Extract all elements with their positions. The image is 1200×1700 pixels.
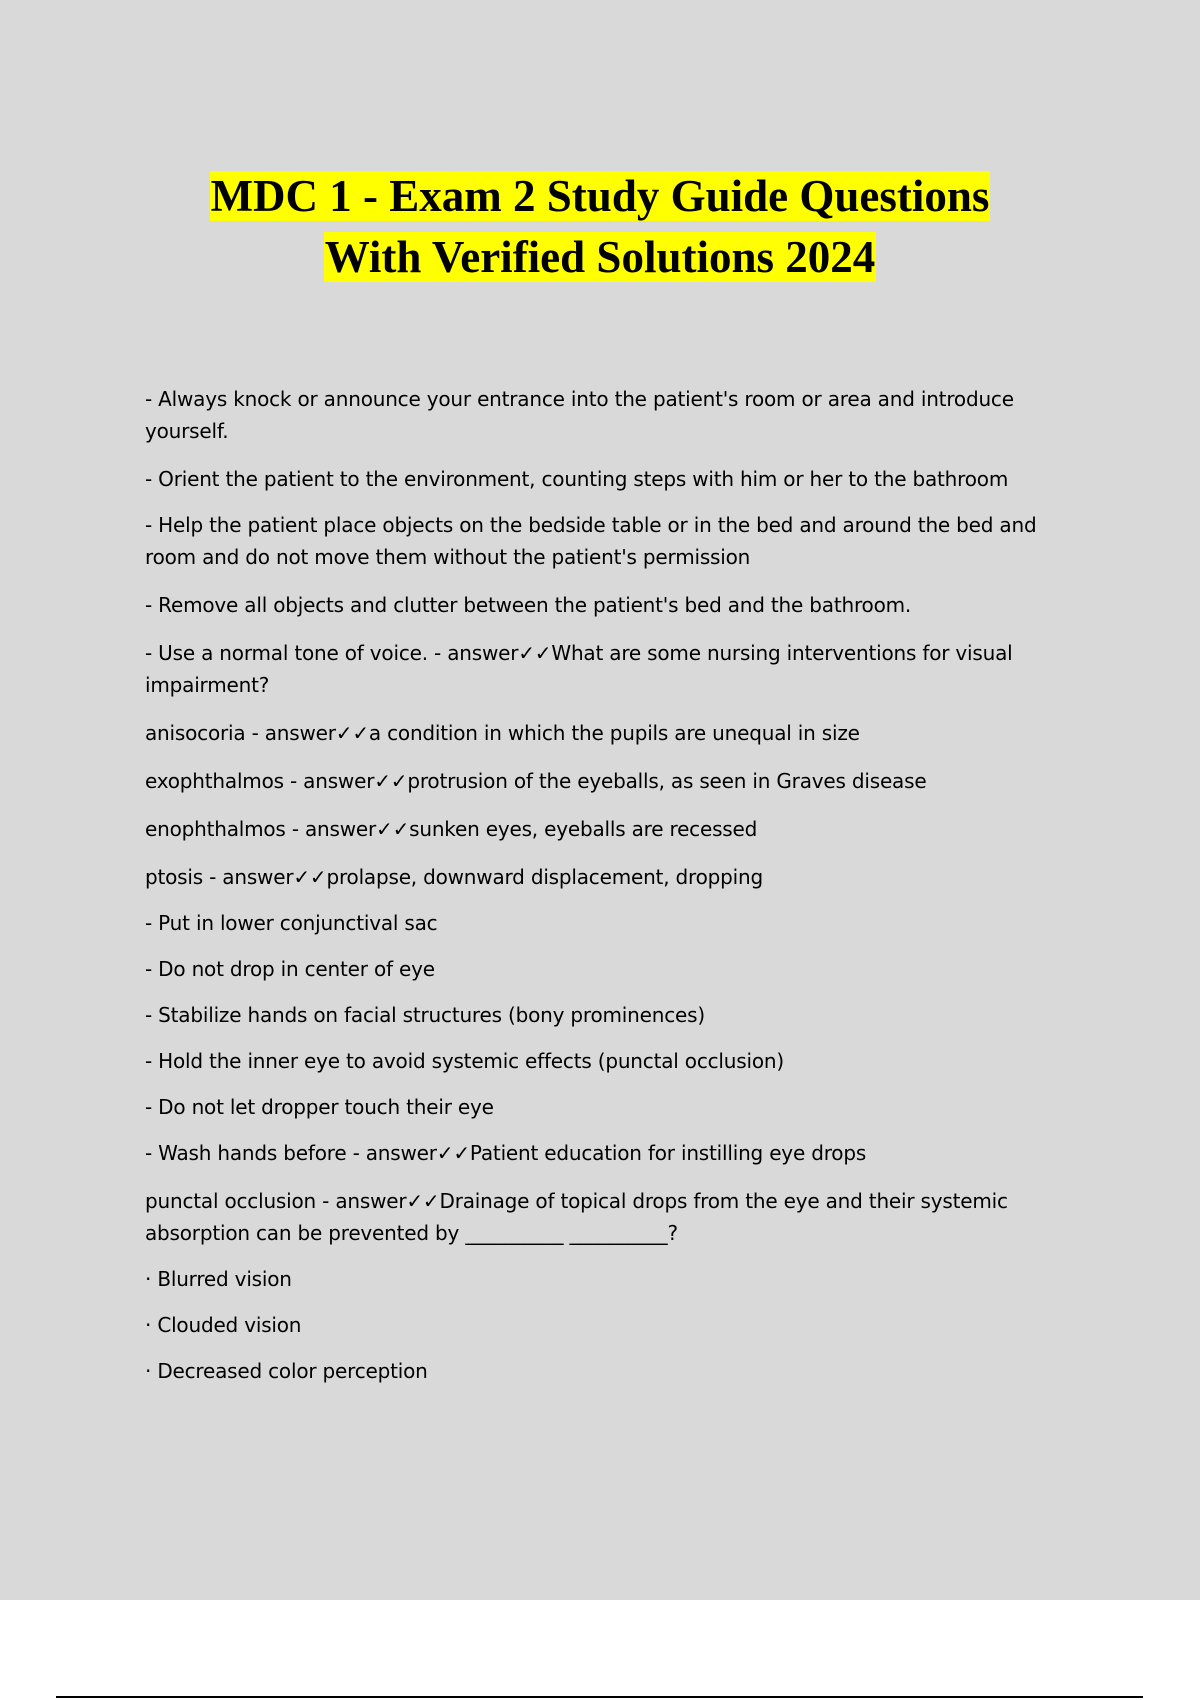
title-line-2 [0,227,1200,288]
list-item: - Hold the inner eye to avoid systemic effects (punctal occlusion) [145,1049,784,1073]
title-highlight-1: MDC 1 - Exam 2 Study Guide Questions [210,171,990,221]
list-item: - Always knock or announce your entrance into the patient's room or area and introduce yourself. [145,387,1014,443]
footer-divider [56,1696,1143,1698]
study-guide-body [145,383,1045,1401]
list-item: - Do not let dropper touch their eye [145,1095,494,1119]
list-item: - Orient the patient to the environment, counting steps with him or her to the bathroom [145,467,1009,491]
list-item: ptosis - answer✓✓prolapse, downward displacement, dropping [145,865,763,889]
title-line-1 [0,166,1200,227]
list-item: enophthalmos - answer✓✓sunken eyes, eyeballs are recessed [145,817,758,841]
title-highlight-2: With Verified Solutions 2024 [324,232,876,282]
list-item: · Decreased color perception [145,1359,428,1383]
list-item: - Do not drop in center of eye [145,957,435,981]
list-item: - Use a normal tone of voice. - answer✓✓What are some nursing interventions for visual impairment? [145,641,1013,697]
page-title [0,166,1200,288]
list-item: - Wash hands before - answer✓✓Patient education for instilling eye drops [145,1141,867,1165]
list-item: - Help the patient place objects on the bedside table or in the bed and around the bed and room and do not move them without the patient's permission [145,513,1037,569]
list-item: exophthalmos - answer✓✓protrusion of the eyeballs, as seen in Graves disease [145,769,927,793]
list-item: punctal occlusion - answer✓✓Drainage of topical drops from the eye and their systemic absorption can be prevented by __________ __________? [145,1189,1008,1245]
list-item: · Blurred vision [145,1267,292,1291]
list-item: - Stabilize hands on facial structures (bony prominences) [145,1003,705,1027]
list-item: · Clouded vision [145,1313,302,1337]
list-item: - Put in lower conjunctival sac [145,911,438,935]
list-item: - Remove all objects and clutter between the patient's bed and the bathroom. [145,593,912,617]
list-item: anisocoria - answer✓✓a condition in which the pupils are unequal in size [145,721,860,745]
